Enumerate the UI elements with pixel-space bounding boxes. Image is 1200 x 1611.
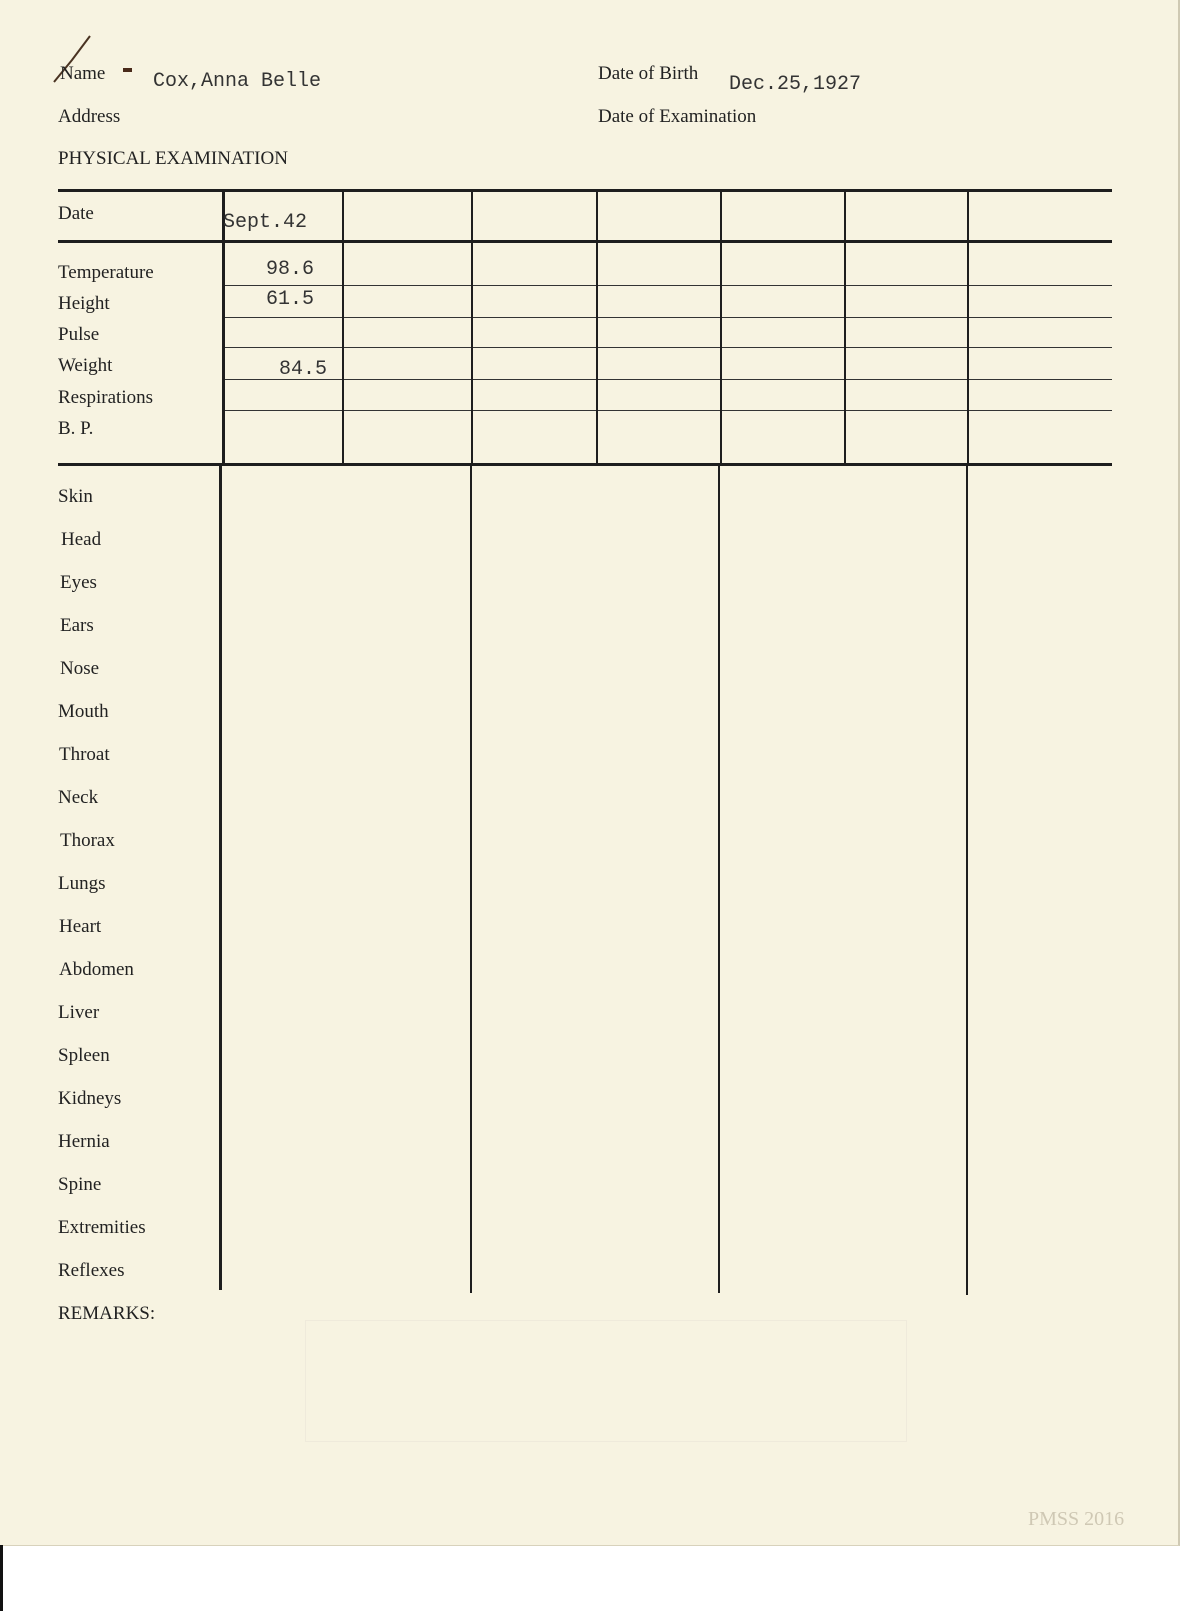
vitals-row-rule [224,285,1112,286]
exam-item-heart: Heart [59,916,102,937]
exam-item-neck: Neck [58,787,99,808]
date-row-rule [58,240,1112,243]
vitals-label-temperature: Temperature [58,262,154,283]
vitals-col-divider [471,191,473,465]
scan-edge [0,1545,3,1611]
exam-item-lungs: Lungs [58,873,106,894]
vitals-label-height: Height [58,293,110,314]
exam-col-divider [718,465,720,1293]
ink-dash [123,68,132,72]
exam-item-ears: Ears [60,615,94,636]
vitals-col-divider [342,191,344,465]
vitals-row-rule [224,379,1112,380]
vitals-bottom-rule [58,463,1112,466]
vitals-label-respirations: Respirations [58,387,153,408]
date-label: Date [58,203,94,224]
exam-item-kidneys: Kidneys [58,1088,122,1109]
vitals-col-divider [967,191,969,465]
exam-item-skin: Skin [58,486,93,507]
exam-col-divider [966,465,968,1295]
weight-value: 84.5 [279,358,328,381]
exam-item-spleen: Spleen [58,1045,110,1066]
vitals-col-divider [596,191,598,465]
vitals-col-divider [844,191,846,465]
vitals-col-divider [720,191,722,465]
vitals-label-bp: B. P. [58,418,94,439]
vitals-label-pulse: Pulse [58,324,100,345]
address-label: Address [58,106,121,127]
temperature-value: 98.6 [266,258,315,281]
exam-item-thorax: Thorax [60,830,115,851]
vitals-top-rule [58,189,1112,192]
name-value: Cox,Anna Belle [153,70,322,93]
show-through-box [305,1320,907,1442]
section-title: PHYSICAL EXAMINATION [58,148,288,169]
height-value: 61.5 [266,288,315,311]
dob-value: Dec.25,1927 [729,73,862,96]
exam-item-abdomen: Abdomen [59,959,134,980]
exam-item-reflexes: Reflexes [58,1260,125,1281]
exam-date-label: Date of Examination [598,106,757,127]
remarks-label: REMARKS: [58,1303,156,1324]
date-value: Sept.42 [223,211,308,234]
name-label: Name [60,63,106,84]
vitals-label-weight: Weight [58,355,113,376]
exam-item-liver: Liver [58,1002,100,1023]
exam-item-extremities: Extremities [58,1217,146,1238]
archive-watermark: PMSS 2016 [1028,1508,1125,1530]
exam-item-spine: Spine [58,1174,102,1195]
exam-item-hernia: Hernia [58,1131,110,1152]
vitals-row-rule [224,317,1112,318]
exam-col-divider [470,465,472,1293]
vitals-row-rule [224,410,1112,411]
exam-item-nose: Nose [60,658,100,679]
exam-item-head: Head [61,529,102,550]
vitals-row-rule [224,347,1112,348]
dob-label: Date of Birth [598,63,699,84]
exam-label-divider [219,465,222,1290]
exam-item-mouth: Mouth [58,701,109,722]
exam-item-eyes: Eyes [60,572,97,593]
exam-item-throat: Throat [59,744,110,765]
